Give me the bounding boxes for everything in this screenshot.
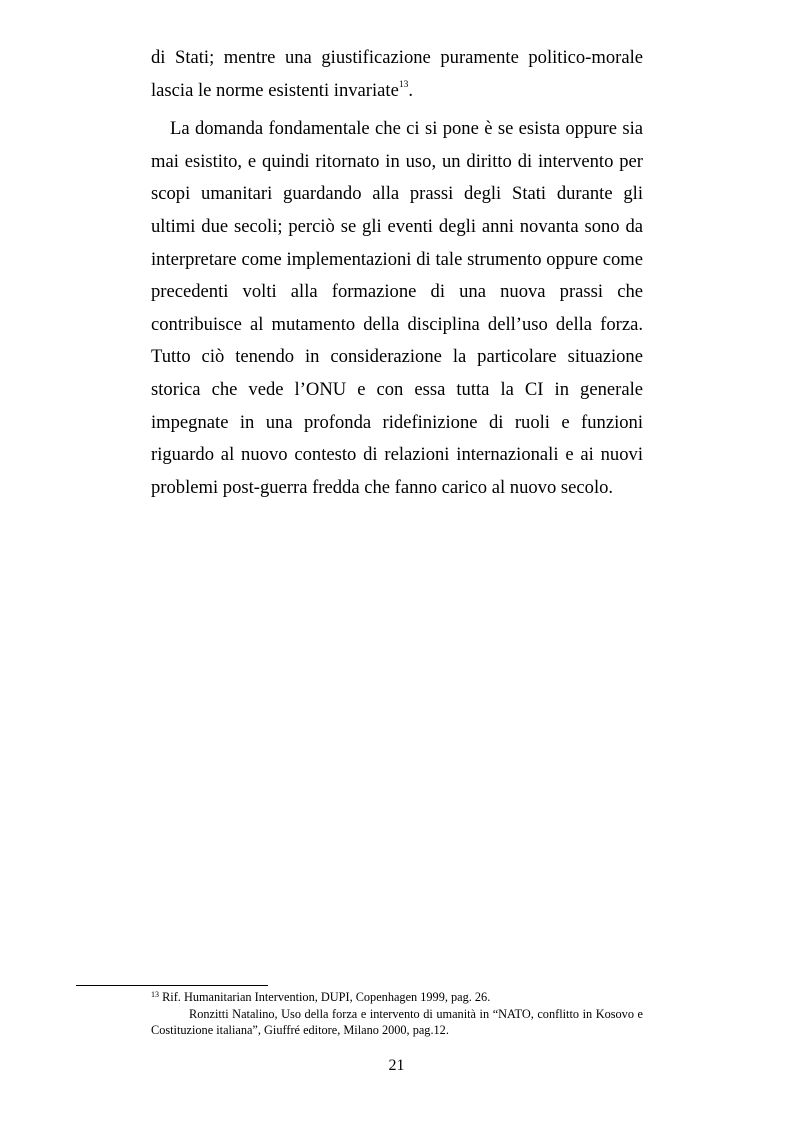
paragraph-1 bbox=[151, 42, 643, 107]
footnote-separator bbox=[76, 985, 268, 986]
paragraph-1-end: . bbox=[408, 79, 413, 101]
paragraph-2: La domanda fondamentale che ci si pone è se esista oppure sia mai esistito, e quindi ritornato in uso, un diritto di intervento per scopi umanitari guardando alla prassi degli Stati durante gli ultimi due secoli; perciò se gli eventi degli anni novanta sono da interpretare come implementazioni di tale strumento oppure come precedenti volti alla formazione di una nuova prassi che contribuisce al mutamento della disciplina dell’uso della forza. Tutto ciò tenendo in considerazione la particolare situazione storica che vede l’ONU e con essa tutta la CI in generale impegnate in una profonda ridefinizione di ruoli e funzioni riguardo al nuovo contesto di relazioni internazionali e ai nuovi problemi post-guerra fredda che fanno carico al nuovo secolo. bbox=[151, 118, 643, 498]
footnote-13 bbox=[151, 989, 643, 1006]
footnote-number: 13 bbox=[151, 990, 159, 999]
footnotes bbox=[151, 989, 643, 1039]
footnote-line-2: Ronzitti Natalino, Uso della forza e intervento di umanità in “NATO, conflitto in Kosovo e Costituzione italiana”, Giuffré editore, Milano 2000, pag.12. bbox=[151, 1006, 643, 1037]
main-text bbox=[151, 42, 643, 504]
footnote-line-1: Rif. Humanitarian Intervention, DUPI, Copenhagen 1999, pag. 26. bbox=[162, 990, 491, 1004]
page-number: 21 bbox=[388, 1057, 405, 1074]
paragraph-1-text: di Stati; mentre una giustificazione puramente politico-morale lascia le norme esistenti invariate bbox=[151, 47, 643, 101]
footnote-reference: 13 bbox=[398, 79, 409, 90]
